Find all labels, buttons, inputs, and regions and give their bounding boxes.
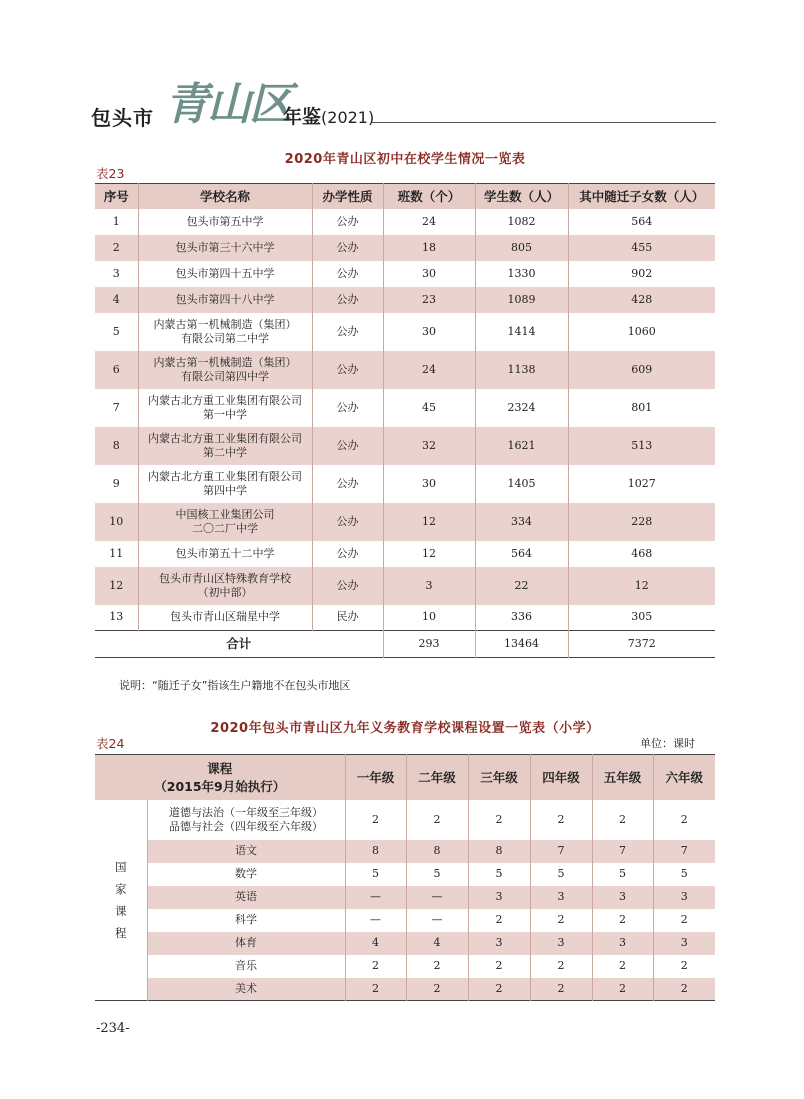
cell-hours-grade-1: 2: [345, 978, 406, 1001]
cell-type: 公办: [312, 235, 383, 261]
cell-hours-grade-2: 2: [406, 800, 468, 840]
school-name-line: （初中部）: [197, 585, 253, 599]
cell-hours-grade-6: 2: [653, 955, 715, 978]
cell-classes: 3: [383, 567, 475, 605]
cell-course-name: [147, 932, 345, 955]
cell-students: 1414: [475, 313, 568, 351]
cell-hours-grade-1: —: [345, 886, 406, 909]
cell-hours-grade-1: 4: [345, 932, 406, 955]
course-name-line: 英语: [235, 890, 257, 903]
col-header-classes: 班数（个）: [383, 184, 475, 209]
table-row: [95, 465, 715, 503]
table-row: [95, 235, 715, 261]
table-row: [95, 567, 715, 605]
cell-hours-grade-4: 2: [530, 800, 592, 840]
table-row: [95, 427, 715, 465]
school-name-line: 有限公司第四中学: [181, 369, 269, 383]
header-yearbook-word: 年鉴: [283, 106, 322, 128]
cell-course-name: [147, 840, 345, 863]
course-name-line: 美术: [235, 981, 257, 995]
cell-type: 公办: [312, 389, 383, 427]
cell-school-name: [138, 261, 312, 287]
cell-no: 1: [95, 209, 138, 235]
school-name-line: 内蒙古北方重工业集团有限公司: [148, 431, 302, 445]
cell-no: 4: [95, 287, 138, 313]
table-row: [95, 209, 715, 235]
cell-course-name: [147, 978, 345, 1001]
col-header-grade-6: 六年级: [653, 755, 715, 800]
cell-type: 公办: [312, 261, 383, 287]
cell-school-name: [138, 235, 312, 261]
cell-no: 3: [95, 261, 138, 287]
school-name-line: 内蒙古北方重工业集团有限公司: [148, 393, 302, 407]
cell-no: 9: [95, 465, 138, 503]
table-row: [95, 955, 715, 978]
school-name-line: 包头市第五十二中学: [175, 546, 275, 560]
cell-type: 公办: [312, 567, 383, 605]
cell-hours-grade-6: 2: [653, 909, 715, 932]
cell-no: 10: [95, 503, 138, 541]
cell-hours-grade-2: —: [406, 909, 468, 932]
cell-hours-grade-6: 2: [653, 800, 715, 840]
school-name-line: 中国核工业集团公司: [175, 507, 275, 521]
cell-hours-grade-4: 3: [530, 932, 592, 955]
cell-no: 13: [95, 605, 138, 631]
cell-course-name: [147, 909, 345, 932]
cell-classes: 30: [383, 313, 475, 351]
category-char: 家: [115, 881, 127, 896]
cell-school-name: [138, 541, 312, 567]
cell-type: 民办: [312, 605, 383, 631]
cell-hours-grade-5: 5: [592, 863, 653, 886]
cell-type: 公办: [312, 465, 383, 503]
cell-course-name: [147, 863, 345, 886]
cell-classes: 12: [383, 541, 475, 567]
cell-school-name: [138, 389, 312, 427]
cell-hours-grade-3: 2: [468, 955, 530, 978]
cell-school-name: [138, 465, 312, 503]
header-city: 包头市: [91, 106, 154, 130]
cell-hours-grade-3: 3: [468, 932, 530, 955]
table-row: [95, 863, 715, 886]
cell-type: 公办: [312, 503, 383, 541]
cell-migrant: 609: [568, 351, 715, 389]
cell-students: 1082: [475, 209, 568, 235]
header-year: (2021): [321, 108, 375, 127]
cell-migrant: 564: [568, 209, 715, 235]
col-header-no: 序号: [95, 184, 138, 209]
cell-hours-grade-1: 2: [345, 800, 406, 840]
table24-unit: 单位：课时: [640, 737, 695, 750]
table23: [95, 183, 715, 658]
cell-classes: 45: [383, 389, 475, 427]
cell-school-name: [138, 351, 312, 389]
cell-hours-grade-1: 2: [345, 955, 406, 978]
table-row: [95, 389, 715, 427]
cell-course-name: [147, 955, 345, 978]
table-row: [95, 932, 715, 955]
table-row: [95, 605, 715, 631]
course-name-line: 音乐: [235, 959, 257, 972]
header-yearbook: [283, 102, 374, 129]
cell-hours-grade-4: 2: [530, 909, 592, 932]
cell-migrant: 428: [568, 287, 715, 313]
cell-hours-grade-3: 5: [468, 863, 530, 886]
cell-classes: 32: [383, 427, 475, 465]
category-national-courses: [95, 800, 147, 1001]
cell-hours-grade-1: —: [345, 909, 406, 932]
cell-type: 公办: [312, 351, 383, 389]
col-header-migrant: 其中随迁子女数（人）: [568, 184, 715, 209]
cell-migrant: 228: [568, 503, 715, 541]
cell-type: 公办: [312, 313, 383, 351]
table23-note: 说明：“随迁子女”指该生户籍地不在包头市地区: [119, 679, 351, 692]
col-header-grade-4: 四年级: [530, 755, 592, 800]
course-name-line: 语文: [235, 844, 257, 857]
table23-title: 2020年青山区初中在校学生情况一览表: [284, 152, 526, 167]
course-header-line-1: 课程: [207, 761, 233, 777]
table24: [95, 754, 715, 1001]
cell-students: 805: [475, 235, 568, 261]
cell-hours-grade-5: 7: [592, 840, 653, 863]
cell-hours-grade-2: 2: [406, 978, 468, 1001]
header-rule: [372, 122, 716, 123]
school-name-line: 二〇二厂中学: [192, 521, 258, 535]
table23-total-row: [95, 631, 715, 658]
cell-students: 2324: [475, 389, 568, 427]
course-name-line: 道德与法治（一年级至三年级）: [169, 805, 323, 819]
cell-school-name: [138, 427, 312, 465]
cell-migrant: 455: [568, 235, 715, 261]
cell-no: 2: [95, 235, 138, 261]
table-row: [95, 261, 715, 287]
cell-no: 6: [95, 351, 138, 389]
cell-students: 334: [475, 503, 568, 541]
cell-no: 11: [95, 541, 138, 567]
table24-title: 2020年包头市青山区九年义务教育学校课程设置一览表（小学）: [210, 721, 600, 736]
col-header-school: 学校名称: [138, 184, 312, 209]
table-row: [95, 978, 715, 1001]
cell-hours-grade-4: 3: [530, 886, 592, 909]
col-header-students: 学生数（人）: [475, 184, 568, 209]
cell-hours-grade-5: 2: [592, 955, 653, 978]
course-name-line: 体育: [235, 936, 257, 949]
school-name-line: 内蒙古北方重工业集团有限公司: [148, 469, 302, 483]
cell-migrant: 902: [568, 261, 715, 287]
school-name-line: 内蒙古第一机械制造（集团）: [153, 355, 297, 369]
school-name-line: 第四中学: [203, 483, 247, 497]
cell-classes: 10: [383, 605, 475, 631]
table23-label: 表23: [96, 166, 125, 181]
cell-hours-grade-4: 2: [530, 955, 592, 978]
cell-classes: 12: [383, 503, 475, 541]
cell-school-name: [138, 503, 312, 541]
cell-hours-grade-2: 2: [406, 955, 468, 978]
table-row: [95, 503, 715, 541]
cell-hours-grade-5: 2: [592, 800, 653, 840]
course-name-line: 科学: [235, 913, 257, 926]
total-migrant: 7372: [568, 631, 715, 658]
cell-migrant: 305: [568, 605, 715, 631]
category-char: 课: [115, 903, 127, 918]
cell-hours-grade-1: 8: [345, 840, 406, 863]
cell-school-name: [138, 605, 312, 631]
table-row: [95, 909, 715, 932]
table23-header-row: [95, 184, 715, 209]
cell-hours-grade-2: 4: [406, 932, 468, 955]
cell-school-name: [138, 567, 312, 605]
school-name-line: 包头市第四十八中学: [175, 292, 275, 306]
cell-no: 12: [95, 567, 138, 605]
table-row: [95, 840, 715, 863]
school-name-line: 包头市青山区瑞星中学: [170, 610, 280, 624]
cell-course-name: [147, 800, 345, 840]
cell-hours-grade-4: 5: [530, 863, 592, 886]
cell-hours-grade-6: 3: [653, 932, 715, 955]
table24-label: 表24: [96, 736, 125, 751]
cell-course-name: [147, 886, 345, 909]
cell-hours-grade-6: 3: [653, 886, 715, 909]
cell-hours-grade-3: 8: [468, 840, 530, 863]
cell-hours-grade-5: 2: [592, 978, 653, 1001]
col-header-grade-1: 一年级: [345, 755, 406, 800]
category-char: 程: [115, 925, 127, 940]
cell-students: 1089: [475, 287, 568, 313]
cell-hours-grade-5: 3: [592, 932, 653, 955]
col-header-type: 办学性质: [312, 184, 383, 209]
cell-students: 1330: [475, 261, 568, 287]
cell-hours-grade-3: 3: [468, 886, 530, 909]
cell-students: 1138: [475, 351, 568, 389]
cell-hours-grade-2: 5: [406, 863, 468, 886]
school-name-line: 包头市第四十五中学: [175, 266, 275, 280]
cell-classes: 30: [383, 465, 475, 503]
cell-students: 1621: [475, 427, 568, 465]
table-row: [95, 351, 715, 389]
cell-no: 8: [95, 427, 138, 465]
col-header-grade-3: 三年级: [468, 755, 530, 800]
cell-migrant: 468: [568, 541, 715, 567]
cell-classes: 24: [383, 209, 475, 235]
school-name-line: 内蒙古第一机械制造（集团）: [153, 317, 297, 331]
cell-type: 公办: [312, 287, 383, 313]
table-row: [95, 800, 715, 840]
cell-migrant: 12: [568, 567, 715, 605]
category-char: 国: [115, 859, 127, 874]
school-name-line: 第二中学: [203, 445, 247, 459]
cell-hours-grade-3: 2: [468, 800, 530, 840]
school-name-line: 第一中学: [203, 407, 247, 421]
cell-hours-grade-6: 2: [653, 978, 715, 1001]
cell-hours-grade-5: 3: [592, 886, 653, 909]
cell-students: 564: [475, 541, 568, 567]
cell-migrant: 801: [568, 389, 715, 427]
page-header: [0, 60, 804, 130]
cell-classes: 24: [383, 351, 475, 389]
cell-hours-grade-4: 2: [530, 978, 592, 1001]
cell-hours-grade-5: 2: [592, 909, 653, 932]
cell-school-name: [138, 313, 312, 351]
total-students: 13464: [475, 631, 568, 658]
course-name-line: 品德与社会（四年级至六年级）: [169, 819, 323, 833]
cell-school-name: [138, 287, 312, 313]
cell-classes: 18: [383, 235, 475, 261]
cell-classes: 30: [383, 261, 475, 287]
cell-students: 336: [475, 605, 568, 631]
cell-classes: 23: [383, 287, 475, 313]
cell-hours-grade-2: —: [406, 886, 468, 909]
cell-hours-grade-6: 5: [653, 863, 715, 886]
table-row: [95, 541, 715, 567]
header-district-logo: 青山区: [165, 79, 291, 130]
cell-type: 公办: [312, 209, 383, 235]
cell-students: 22: [475, 567, 568, 605]
cell-migrant: 1027: [568, 465, 715, 503]
school-name-line: 包头市第五中学: [186, 214, 264, 228]
table-row: [95, 287, 715, 313]
total-classes: 293: [383, 631, 475, 658]
cell-type: 公办: [312, 541, 383, 567]
cell-type: 公办: [312, 427, 383, 465]
school-name-line: 包头市青山区特殊教育学校: [159, 571, 291, 585]
cell-school-name: [138, 209, 312, 235]
cell-hours-grade-2: 8: [406, 840, 468, 863]
cell-hours-grade-4: 7: [530, 840, 592, 863]
cell-hours-grade-3: 2: [468, 909, 530, 932]
cell-hours-grade-1: 5: [345, 863, 406, 886]
course-name-line: 数学: [235, 867, 257, 880]
page-number: -234-: [96, 1021, 130, 1036]
cell-no: 5: [95, 313, 138, 351]
school-name-line: 有限公司第二中学: [181, 331, 269, 345]
table-row: [95, 886, 715, 909]
col-header-course: [95, 755, 345, 800]
school-name-line: 包头市第三十六中学: [175, 240, 275, 254]
table-row: [95, 313, 715, 351]
cell-no: 7: [95, 389, 138, 427]
table24-header-row: [95, 755, 715, 800]
course-header-line-2: （2015年9月始执行）: [154, 779, 286, 795]
cell-hours-grade-3: 2: [468, 978, 530, 1001]
cell-migrant: 513: [568, 427, 715, 465]
cell-migrant: 1060: [568, 313, 715, 351]
total-label: 合计: [95, 631, 383, 658]
cell-hours-grade-6: 7: [653, 840, 715, 863]
cell-students: 1405: [475, 465, 568, 503]
col-header-grade-5: 五年级: [592, 755, 653, 800]
col-header-grade-2: 二年级: [406, 755, 468, 800]
